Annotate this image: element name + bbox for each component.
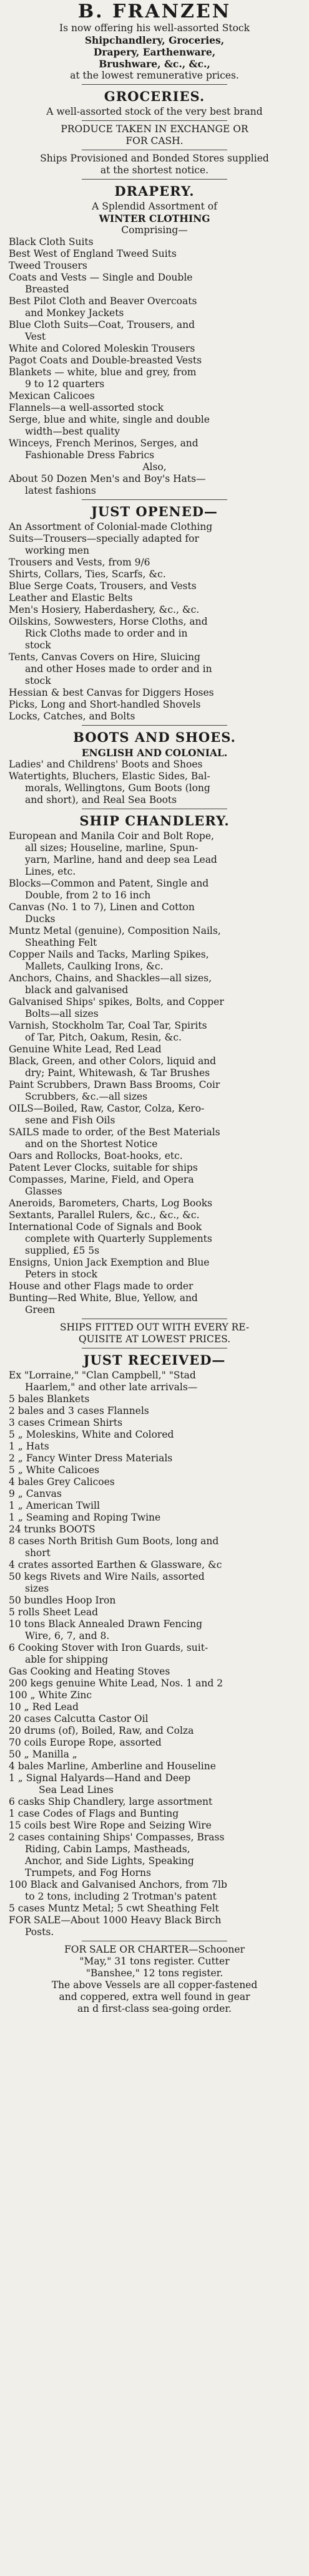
ad-line: Gas Cooking and Heating Stoves bbox=[9, 1666, 170, 1677]
ad-line: 10 tons Black Annealed Drawn Fencing bbox=[9, 1618, 203, 1630]
ad-line: 3 cases Crimean Shirts bbox=[9, 1417, 123, 1428]
ad-line: Tweed Trousers bbox=[9, 260, 87, 271]
ad-line: 5 „ White Calicoes bbox=[9, 1464, 100, 1476]
ad-line: Oars and Rollocks, Boat-hooks, etc. bbox=[9, 1150, 183, 1161]
ad-line: White and Colored Moleskin Trousers bbox=[9, 343, 195, 354]
section-divider bbox=[82, 84, 228, 85]
ad-line: Muntz Metal (genuine), Composition Nails, bbox=[9, 925, 221, 936]
ad-line: dry; Paint, Whitewash, & Tar Brushes bbox=[25, 1067, 210, 1079]
ad-line: Blankets — white, blue and grey, from bbox=[9, 367, 197, 378]
ad-line: Genuine White Lead, Red Lead bbox=[9, 1044, 162, 1055]
ad-line: Oilskins, Sowwesters, Horse Cloths, and bbox=[9, 616, 208, 627]
ad-line: Men's Hosiery, Haberdashery, &c., &c. bbox=[9, 604, 200, 615]
ad-line: FOR SALE—About 1000 Heavy Black Birch bbox=[9, 1915, 222, 1926]
ad-line: Comprising— bbox=[121, 224, 188, 236]
ad-line: Locks, Catches, and Bolts bbox=[9, 711, 135, 722]
ad-line: Shirts, Collars, Ties, Scarfs, &c. bbox=[9, 569, 166, 580]
ad-line: A well-assorted stock of the very best brand bbox=[46, 106, 263, 117]
ad-line: 1 „ American Twill bbox=[9, 1500, 100, 1511]
ad-line: Coats and Vests — Single and Double bbox=[9, 272, 193, 283]
ad-line: 10 „ Red Lead bbox=[9, 1701, 79, 1713]
ad-line: and coppered, extra well found in gear bbox=[59, 1991, 250, 2002]
section-heading: JUST OPENED— bbox=[91, 504, 218, 519]
ad-line: Blocks—Common and Patent, Single and bbox=[9, 878, 209, 889]
ad-line: 20 drums (of), Boiled, Raw, and Colza bbox=[9, 1725, 194, 1736]
ad-line: 4 bales Marline, Amberline and Houseline bbox=[9, 1761, 216, 1772]
ad-line: FOR CASH. bbox=[125, 135, 184, 147]
ad-line: An Assortment of Colonial-made Clothing bbox=[9, 521, 213, 532]
ad-line: 1 „ Seaming and Roping Twine bbox=[9, 1512, 161, 1523]
section-divider bbox=[82, 179, 228, 180]
ad-line: A Splendid Assortment of bbox=[92, 201, 217, 212]
ad-line: Black, Green, and other Colors, liquid and bbox=[9, 1055, 217, 1067]
ad-line: Anchors, Chains, and Shackles—all sizes, bbox=[9, 973, 212, 984]
ad-line: Varnish, Stockholm Tar, Coal Tar, Spirits bbox=[9, 1020, 207, 1031]
ad-line: SAILS made to order, of the Best Materials bbox=[9, 1127, 220, 1138]
ad-line: Mexican Calicoes bbox=[9, 390, 95, 401]
ad-line: Winceys, French Merinos, Serges, and bbox=[9, 438, 199, 449]
ad-line: Shipchandlery, Groceries, bbox=[84, 34, 225, 46]
ad-line: Best West of England Tweed Suits bbox=[9, 248, 177, 259]
ad-line: The above Vessels are all copper-fastened bbox=[51, 1979, 258, 1991]
ad-line: Ensigns, Union Jack Exemption and Blue bbox=[9, 1257, 210, 1268]
ad-line: Fashionable Dress Fabrics bbox=[25, 449, 155, 461]
ad-line: Black Cloth Suits bbox=[9, 236, 94, 248]
ad-line: 4 crates assorted Earthen & Glassware, &c bbox=[9, 1559, 222, 1570]
ad-line: 50 „ Manilla „ bbox=[9, 1749, 77, 1760]
ad-line: Breasted bbox=[25, 284, 69, 295]
ad-line: 1 case Codes of Flags and Bunting bbox=[9, 1808, 179, 1819]
ad-line: able for shipping bbox=[25, 1654, 109, 1665]
ad-line: at the shortest notice. bbox=[100, 165, 209, 176]
ad-line: stock bbox=[25, 675, 51, 686]
ad-line: 100 Black and Galvanised Anchors, from 7lb bbox=[9, 1879, 227, 1890]
ad-line: Tents, Canvas Covers on Hire, Sluicing bbox=[9, 651, 200, 663]
ad-line: and other Hoses made to order and in bbox=[25, 663, 212, 675]
ad-line: PRODUCE TAKEN IN EXCHANGE OR bbox=[61, 123, 248, 135]
ad-line: 15 coils best Wire Rope and Seizing Wire bbox=[9, 1820, 212, 1831]
ad-line: Ex "Lorraine," "Clan Campbell," "Stad bbox=[9, 1370, 196, 1381]
ad-line: SHIPS FITTED OUT WITH EVERY RE- bbox=[59, 1322, 250, 1333]
ad-line: Pagot Coats and Double-breasted Vests bbox=[9, 355, 202, 366]
ad-line: stock bbox=[25, 640, 51, 651]
ad-line: European and Manila Coir and Bolt Rope, bbox=[9, 830, 214, 842]
ad-line: OILS—Boiled, Raw, Castor, Colza, Kero- bbox=[9, 1103, 205, 1114]
ad-line: 5 rolls Sheet Lead bbox=[9, 1607, 99, 1618]
ad-line: Wire, 6, 7, and 8. bbox=[25, 1630, 110, 1641]
ad-line: Best Pilot Cloth and Beaver Overcoats bbox=[9, 296, 197, 307]
ad-line: Canvas (No. 1 to 7), Linen and Cotton bbox=[9, 901, 195, 913]
ad-line: Ships Provisioned and Bonded Stores supplied bbox=[40, 153, 269, 164]
ad-line: Trumpets, and Fog Horns bbox=[25, 1867, 151, 1878]
ad-line: Ducks bbox=[25, 913, 56, 925]
ad-line: Trousers and Vests, from 9/6 bbox=[9, 557, 150, 568]
ad-line: Double, from 2 to 16 inch bbox=[25, 890, 151, 901]
section-heading: GROCERIES. bbox=[104, 89, 205, 104]
ad-line: Scrubbers, &c.—all sizes bbox=[25, 1091, 148, 1102]
ad-line: 8 cases North British Gum Boots, long and bbox=[9, 1536, 219, 1547]
ad-line: Flannels—a well-assorted stock bbox=[9, 402, 164, 413]
ad-line: 6 Cooking Stover with Iron Guards, suit- bbox=[9, 1642, 208, 1653]
ad-line: Sextants, Parallel Rulers, &c., &c., &c. bbox=[9, 1209, 200, 1221]
section-heading: SHIP CHANDLERY. bbox=[79, 813, 230, 829]
section-heading: DRAPERY. bbox=[114, 183, 195, 199]
ad-line: and Monkey Jackets bbox=[25, 307, 124, 319]
ad-line: 50 kegs Rivets and Wire Nails, assorted bbox=[9, 1571, 205, 1582]
ad-line: FOR SALE OR CHARTER—Schooner bbox=[64, 1944, 245, 1955]
ad-line: 1 „ Hats bbox=[9, 1441, 49, 1452]
ad-line: Blue Serge Coats, Trousers, and Vests bbox=[9, 580, 197, 592]
ad-line: 70 coils Europe Rope, assorted bbox=[9, 1737, 162, 1748]
ad-line: 100 „ White Zinc bbox=[9, 1689, 92, 1701]
ad-line: Watertights, Bluchers, Elastic Sides, Bal- bbox=[9, 771, 210, 782]
ad-line: ENGLISH AND COLONIAL. bbox=[81, 747, 228, 759]
ad-line: at the lowest remunerative prices. bbox=[70, 70, 239, 81]
ad-line: Brushware, &c., &c., bbox=[99, 58, 210, 70]
ad-line: WINTER CLOTHING bbox=[99, 213, 210, 224]
ad-line: and on the Shortest Notice bbox=[25, 1138, 158, 1150]
ad-line: Is now offering his well-assorted Stock bbox=[59, 22, 250, 34]
ad-line: Suits—Trousers—specially adapted for bbox=[9, 533, 199, 544]
ad-line: House and other Flags made to order bbox=[9, 1281, 194, 1292]
ad-line: Aneroids, Barometers, Charts, Log Books bbox=[9, 1198, 213, 1209]
ad-line: Sea Lead Lines bbox=[39, 1784, 114, 1795]
ad-line: Vest bbox=[25, 331, 46, 342]
ad-line: Hessian & best Canvas for Diggers Hoses bbox=[9, 687, 214, 698]
ad-line: all sizes; Houseline, marline, Spun- bbox=[25, 842, 199, 853]
ad-line: 200 kegs genuine White Lead, Nos. 1 and 2 bbox=[9, 1678, 223, 1689]
ad-line: short bbox=[25, 1547, 51, 1559]
ad-line: 24 trunks BOOTS bbox=[9, 1524, 96, 1535]
ad-line: 6 casks Ship Chandlery, large assortment bbox=[9, 1796, 213, 1807]
ad-line: "Banshee," 12 tons register. bbox=[86, 1968, 223, 1979]
ad-line: an d first-class sea-going order. bbox=[77, 2003, 232, 2014]
ad-line: 2 „ Fancy Winter Dress Materials bbox=[9, 1453, 173, 1464]
ad-line: sene and Fish Oils bbox=[25, 1115, 115, 1126]
ad-line: and short), and Real Sea Boots bbox=[25, 794, 177, 805]
ad-line: Picks, Long and Short-handled Shovels bbox=[9, 699, 201, 710]
ad-line: latest fashions bbox=[25, 485, 96, 496]
ad-line: Bolts—all sizes bbox=[25, 1008, 99, 1019]
ad-line: 4 bales Grey Calicoes bbox=[9, 1476, 115, 1487]
ad-line: Green bbox=[25, 1304, 56, 1315]
ad-line: Anchor, and Side Lights, Speaking bbox=[25, 1855, 194, 1867]
ad-line: 5 cases Muntz Metal; 5 cwt Sheathing Felt bbox=[9, 1903, 219, 1914]
ad-line: Haarlem," and other late arrivals— bbox=[25, 1382, 198, 1393]
ad-line: Ladies' and Childrens' Boots and Shoes bbox=[9, 759, 203, 770]
ad-line: Paint Scrubbers, Drawn Bass Brooms, Coir bbox=[9, 1079, 220, 1090]
ad-line: 2 cases containing Ships' Compasses, Brass bbox=[9, 1832, 225, 1843]
ad-line: 9 „ Canvas bbox=[9, 1488, 62, 1499]
masthead-title: B. FRANZEN bbox=[77, 1, 232, 22]
ad-line: to 2 tons, including 2 Trotman's patent bbox=[25, 1891, 217, 1902]
ad-line: Also, bbox=[142, 461, 167, 473]
ad-line: International Code of Signals and Book bbox=[9, 1221, 202, 1233]
ad-line: Galvanised Ships' spikes, Bolts, and Copper bbox=[9, 996, 224, 1007]
ad-line: of Tar, Pitch, Oakum, Resin, &c. bbox=[25, 1032, 182, 1043]
ad-line: 20 cases Calcutta Castor Oil bbox=[9, 1713, 149, 1724]
ad-line: black and galvanised bbox=[25, 984, 129, 996]
ad-line: Peters in stock bbox=[25, 1269, 98, 1280]
ad-line: sizes bbox=[25, 1583, 49, 1594]
section-heading: BOOTS AND SHOES. bbox=[73, 729, 236, 745]
section-divider bbox=[82, 499, 228, 500]
ad-line: Patent Lever Clocks, suitable for ships bbox=[9, 1162, 198, 1173]
ad-line: Riding, Cabin Lamps, Mastheads, bbox=[25, 1843, 190, 1855]
ad-line: yarn, Marline, hand and deep sea Lead bbox=[25, 854, 217, 865]
ad-line: "May," 31 tons register. Cutter bbox=[79, 1956, 230, 1967]
ad-line: Mallets, Caulking Irons, &c. bbox=[25, 961, 164, 972]
ad-line: width—best quality bbox=[25, 426, 120, 437]
ad-line: QUISITE AT LOWEST PRICES. bbox=[78, 1334, 231, 1345]
ad-line: 2 bales and 3 cases Flannels bbox=[9, 1405, 149, 1416]
ad-line: 1 „ Signal Halyards—Hand and Deep bbox=[9, 1772, 191, 1784]
ad-line: Posts. bbox=[25, 1926, 54, 1938]
ad-line: Copper Nails and Tacks, Marling Spikes, bbox=[9, 949, 209, 960]
ad-line: 9 to 12 quarters bbox=[25, 378, 105, 390]
ad-line: 50 bundles Hoop Iron bbox=[9, 1595, 116, 1606]
ad-line: complete with Quarterly Supplements bbox=[25, 1233, 212, 1244]
ad-line: working men bbox=[25, 545, 90, 556]
ad-line: 5 bales Blankets bbox=[9, 1393, 90, 1405]
ad-line: Glasses bbox=[25, 1186, 62, 1197]
ad-line: About 50 Dozen Men's and Boy's Hats— bbox=[9, 473, 206, 484]
ad-line: Compasses, Marine, Field, and Opera bbox=[9, 1174, 194, 1185]
ad-line: Lines, etc. bbox=[25, 866, 76, 877]
ad-line: Sheathing Felt bbox=[25, 937, 97, 948]
ad-line: Bunting—Red White, Blue, Yellow, and bbox=[9, 1292, 198, 1304]
section-divider bbox=[82, 120, 228, 121]
ad-line: 5 „ Moleskins, White and Colored bbox=[9, 1429, 174, 1440]
ad-line: morals, Wellingtons, Gum Boots (long bbox=[25, 782, 210, 794]
ad-line: Blue Cloth Suits—Coat, Trousers, and bbox=[9, 319, 195, 330]
ad-line: Drapery, Earthenware, bbox=[93, 46, 216, 58]
section-heading: JUST RECEIVED— bbox=[83, 1352, 226, 1368]
ad-line: Rick Cloths made to order and in bbox=[25, 628, 188, 639]
ad-line: supplied, £5 5s bbox=[25, 1245, 100, 1256]
section-divider bbox=[82, 725, 228, 726]
ad-line: Serge, blue and white, single and double bbox=[9, 414, 210, 425]
ad-line: Leather and Elastic Belts bbox=[9, 592, 133, 603]
